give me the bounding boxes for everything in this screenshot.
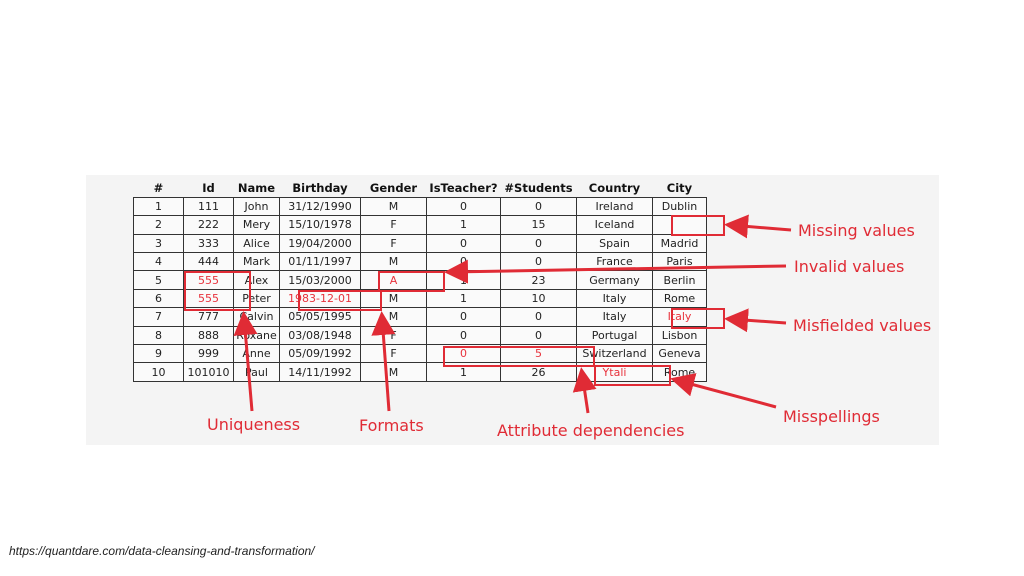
table-cell: M — [361, 289, 427, 307]
table-cell: M — [361, 308, 427, 326]
table-cell: 19/04/2000 — [280, 234, 361, 252]
column-header: #Students — [504, 180, 573, 195]
table-cell: 1983-12-01 — [280, 289, 361, 307]
table-cell: Berlin — [653, 271, 707, 289]
table-cell: 0 — [427, 234, 501, 252]
table-cell: Paris — [653, 253, 707, 271]
uniqueness-arrow — [244, 317, 252, 411]
table-cell: 15 — [501, 216, 577, 234]
table-cell: 0 — [427, 308, 501, 326]
table-cell: M — [361, 197, 427, 215]
table-cell: 999 — [184, 345, 234, 363]
table-cell: F — [361, 345, 427, 363]
table-cell: Portugal — [577, 326, 653, 344]
table-cell: 1 — [427, 216, 501, 234]
column-header: City — [666, 180, 693, 195]
misspellings-arrow — [676, 380, 776, 407]
data-quality-figure — [86, 175, 939, 445]
table-cell: 888 — [184, 326, 234, 344]
table-cell: 31/12/1990 — [280, 197, 361, 215]
formats-arrow — [382, 317, 389, 411]
table-cell: 14/11/1992 — [280, 363, 361, 381]
table-cell: 555 — [184, 271, 234, 289]
table-cell: F — [361, 326, 427, 344]
table-cell: Lisbon — [653, 326, 707, 344]
column-header: Country — [588, 180, 641, 195]
column-header: Id — [202, 180, 215, 195]
table-cell: 05/05/1995 — [280, 308, 361, 326]
table-cell: 1 — [427, 289, 501, 307]
table-cell: 777 — [184, 308, 234, 326]
table-cell: 0 — [501, 234, 577, 252]
source-url: https://quantdare.com/data-cleansing-and-transformation/ — [9, 544, 315, 558]
table-cell: 6 — [134, 289, 184, 307]
table-cell: 1 — [427, 363, 501, 381]
table-cell: 0 — [501, 197, 577, 215]
table-cell: Italy — [577, 289, 653, 307]
missing-values-arrow — [730, 225, 791, 230]
misspellings-label: Misspellings — [783, 407, 880, 426]
table-cell: Calvin — [234, 308, 280, 326]
table-cell: 0 — [427, 326, 501, 344]
table-cell: 3 — [134, 234, 184, 252]
attribute-dependencies-label: Attribute dependencies — [497, 421, 685, 440]
table-cell: Rome — [653, 289, 707, 307]
table-cell: 03/08/1948 — [280, 326, 361, 344]
column-header: IsTeacher? — [429, 180, 498, 195]
table-cell: Dublin — [653, 197, 707, 215]
table-cell: F — [361, 234, 427, 252]
formats-label: Formats — [359, 416, 424, 435]
table-cell: 8 — [134, 326, 184, 344]
table-cell: 0 — [427, 197, 501, 215]
table-cell: 0 — [427, 345, 501, 363]
misfielded-values-label: Misfielded values — [793, 316, 932, 335]
attribute-dependencies-arrow — [582, 373, 588, 413]
table-cell: Roxane — [234, 326, 280, 344]
table-cell: 10 — [501, 289, 577, 307]
table-cell: Spain — [577, 234, 653, 252]
invalid-values-arrow — [450, 266, 786, 272]
column-header: Name — [237, 180, 276, 195]
annotation-arrows — [86, 175, 939, 445]
table-cell: Rome — [653, 363, 707, 381]
table-cell: 23 — [501, 271, 577, 289]
table-cell: Anne — [234, 345, 280, 363]
table-cell: 333 — [184, 234, 234, 252]
table-cell: 222 — [184, 216, 234, 234]
table-cell: 4 — [134, 253, 184, 271]
table-cell: A — [361, 271, 427, 289]
table-cell: Switzerland — [577, 345, 653, 363]
table-cell: F — [361, 216, 427, 234]
table-cell: Alice — [234, 234, 280, 252]
table-cell: Alex — [234, 271, 280, 289]
table-cell: 0 — [501, 326, 577, 344]
table-cell: John — [234, 197, 280, 215]
table-cell: 15/03/2000 — [280, 271, 361, 289]
table-cell: 444 — [184, 253, 234, 271]
invalid-values-label: Invalid values — [794, 257, 905, 276]
table-cell: Germany — [577, 271, 653, 289]
table-cell: M — [361, 363, 427, 381]
table-cell: Italy — [653, 308, 707, 326]
table-cell: 7 — [134, 308, 184, 326]
column-header: Gender — [369, 180, 418, 195]
table-cell: Paul — [234, 363, 280, 381]
table-cell: 0 — [501, 308, 577, 326]
table-cell: Iceland — [577, 216, 653, 234]
missing-values-label: Missing values — [798, 221, 915, 240]
table-cell: 15/10/1978 — [280, 216, 361, 234]
table-cell: 9 — [134, 345, 184, 363]
uniqueness-label: Uniqueness — [207, 415, 301, 434]
table-cell: 5 — [501, 345, 577, 363]
table-cell: Mery — [234, 216, 280, 234]
table-cell: 1 — [427, 271, 501, 289]
table-cell: Madrid — [653, 234, 707, 252]
table-cell: 555 — [184, 289, 234, 307]
table-cell: Ireland — [577, 197, 653, 215]
table-cell: 26 — [501, 363, 577, 381]
table-cell: 0 — [427, 253, 501, 271]
table-cell: France — [577, 253, 653, 271]
table-cell: 101010 — [184, 363, 234, 381]
table-cell: 0 — [501, 253, 577, 271]
table-cell: 2 — [134, 216, 184, 234]
table-cell: 01/11/1997 — [280, 253, 361, 271]
table-cell: 1 — [134, 197, 184, 215]
table-cell: M — [361, 253, 427, 271]
table-cell: 5 — [134, 271, 184, 289]
table-cell: Ytali — [577, 363, 653, 381]
table-cell: 111 — [184, 197, 234, 215]
column-header: # — [153, 180, 164, 195]
table-cell: Geneva — [653, 345, 707, 363]
table-cell: Mark — [234, 253, 280, 271]
table-cell: Peter — [234, 289, 280, 307]
table-cell: 10 — [134, 363, 184, 381]
misfielded-values-arrow — [730, 319, 786, 323]
table-cell: 05/09/1992 — [280, 345, 361, 363]
table-cell: Italy — [577, 308, 653, 326]
column-header: Birthday — [292, 180, 348, 195]
